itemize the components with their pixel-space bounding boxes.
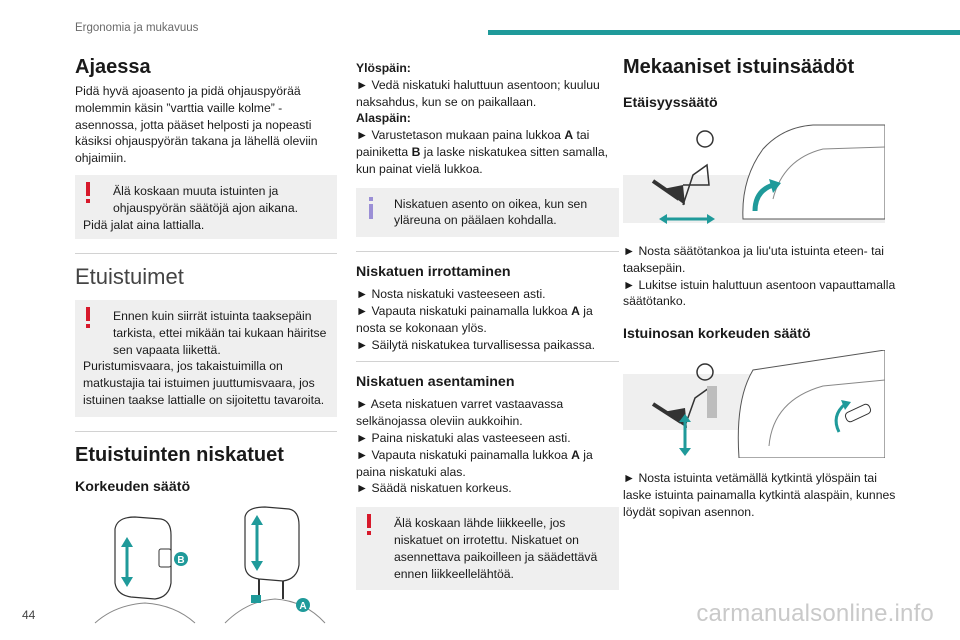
info-note (356, 188, 619, 238)
header-accent-bar (488, 30, 960, 35)
ajaessa-text: Pidä hyvä ajoasento ja pidä ohjauspyörää molemmin käsin ”varttia vaille kolme” -asennossa, jotta pääset helposti ja nopeasti käsiksi ohjauspyörän takana ja lähellä oleviin ohjaimiin. (75, 84, 318, 166)
as-step-4: ► Säädä niskatuen korkeus. (356, 481, 512, 496)
as-step-1: ► Aseta niskatuen varret vastaavassa selkänojassa oleviin aukkoihin. (356, 397, 564, 429)
note1-line1: Älä koskaan muuta istuinten ja ohjauspyörän säätöjä ajon aikana. (113, 183, 298, 215)
etuistuimet-heading: Etuistuimet (75, 263, 184, 289)
divider (75, 431, 337, 432)
irr-step-1: ► Nosta niskatuki vasteeseen asti. (356, 287, 546, 302)
warning-icon (81, 182, 95, 204)
note1-line2: Pidä jalat aina lattialla. (83, 217, 205, 232)
height-adjust-illustration (623, 350, 885, 458)
alaspain-label: Alaspäin: (356, 111, 411, 126)
as-step-2: ► Paina niskatuki alas vasteeseen asti. (356, 430, 571, 445)
istuinkorkeus-heading: Istuinosan korkeuden säätö (623, 326, 811, 343)
warning-note-2 (75, 300, 337, 417)
irrottaminen-heading: Niskatuen irrottaminen (356, 264, 511, 281)
alaspain-text: ► Varustetason mukaan paina lukkoa A tai painiketta B ja laske niskatukea sitten samalla, kun painat vielä lukkoa. (356, 128, 609, 176)
seat-drawing (738, 350, 885, 458)
asentaminen-heading: Niskatuen asentaminen (356, 374, 515, 391)
warning-note-1 (75, 175, 337, 239)
warning-icon (81, 307, 95, 329)
ylospain-text: ► Vedä niskatuki haluttuun asentoon; kuuluu naksahdus, kun se on paikallaan. (356, 77, 600, 109)
column-left (75, 56, 337, 625)
warning-note-3 (356, 507, 619, 590)
mekaaniset-heading: Mekaaniset istuinsäädöt (623, 56, 855, 78)
note2-line2: Puristumisvaara, jos takaistuimilla on matkustajia tai istuimen juuttumisvaara, jos istuinen taakse lattialle on sijoitettu tavaroita. (83, 359, 325, 407)
divider (356, 361, 619, 362)
irr-step-3: ► Säilytä niskatukea turvallisessa paikassa. (356, 337, 595, 352)
ajaessa-heading: Ajaessa (75, 56, 151, 78)
headrest-illustration (75, 505, 337, 625)
note2-line1: Ennen kuin siirrät istuinta taaksepäin tarkista, ettei mikään tai kukaan häiritse sen vapaata liikettä. (113, 308, 327, 357)
divider (356, 251, 619, 252)
etaisyys-text: ► Nosta säätötankoa ja liu'uta istuinta eteen- tai taaksepäin. ► Lukitse istuin haluttuun asentoon vapauttamalla säätötanko. (623, 244, 896, 309)
watermark: carmanualsonline.info (696, 600, 934, 627)
note3-text: Älä koskaan lähde liikkeelle, jos niskatuet on irrotettu. Niskatuet on asennettava paikoilleen ja säädettävä ennen liikkeellelähtöä. (394, 516, 598, 581)
label-b: B (177, 554, 185, 566)
warning-icon (362, 514, 376, 536)
headrest-b-drawing (95, 517, 195, 623)
label-a: A (299, 600, 307, 612)
istuinkorkeus-text: ► Nosta istuinta vetämällä kytkintä ylöspäin tai laske istuinta painamalla kytkintä alaspäin, kunnes löydät sopivan asennon. (623, 471, 896, 519)
irr-step-2: ► Vapauta niskatuki painamalla lukkoa A ja nosta se kokonaan ylös. (356, 303, 593, 335)
seat-drawing (743, 125, 885, 219)
korkeus-heading: Korkeuden säätö (75, 478, 191, 495)
column-middle (356, 60, 619, 590)
column-right (623, 56, 908, 521)
ylospain-label: Ylöspäin: (356, 61, 411, 75)
etaisyys-heading: Etäisyyssäätö (623, 95, 718, 111)
divider (75, 253, 337, 254)
info-text: Niskatuen asento on oikea, kun sen yläreuna on päälaen kohdalla. (394, 196, 588, 228)
niskatuet-heading: Etuistuinten niskatuet (75, 443, 284, 466)
as-step-3: ► Vapauta niskatuki painamalla lukkoa A ja paina niskatuki alas. (356, 447, 593, 479)
headrest-a-drawing (225, 507, 325, 623)
info-icon (364, 197, 378, 219)
page-number: 44 (22, 608, 36, 622)
header-section-title: Ergonomia ja mukavuus (75, 22, 199, 34)
distance-adjust-illustration (623, 119, 885, 231)
